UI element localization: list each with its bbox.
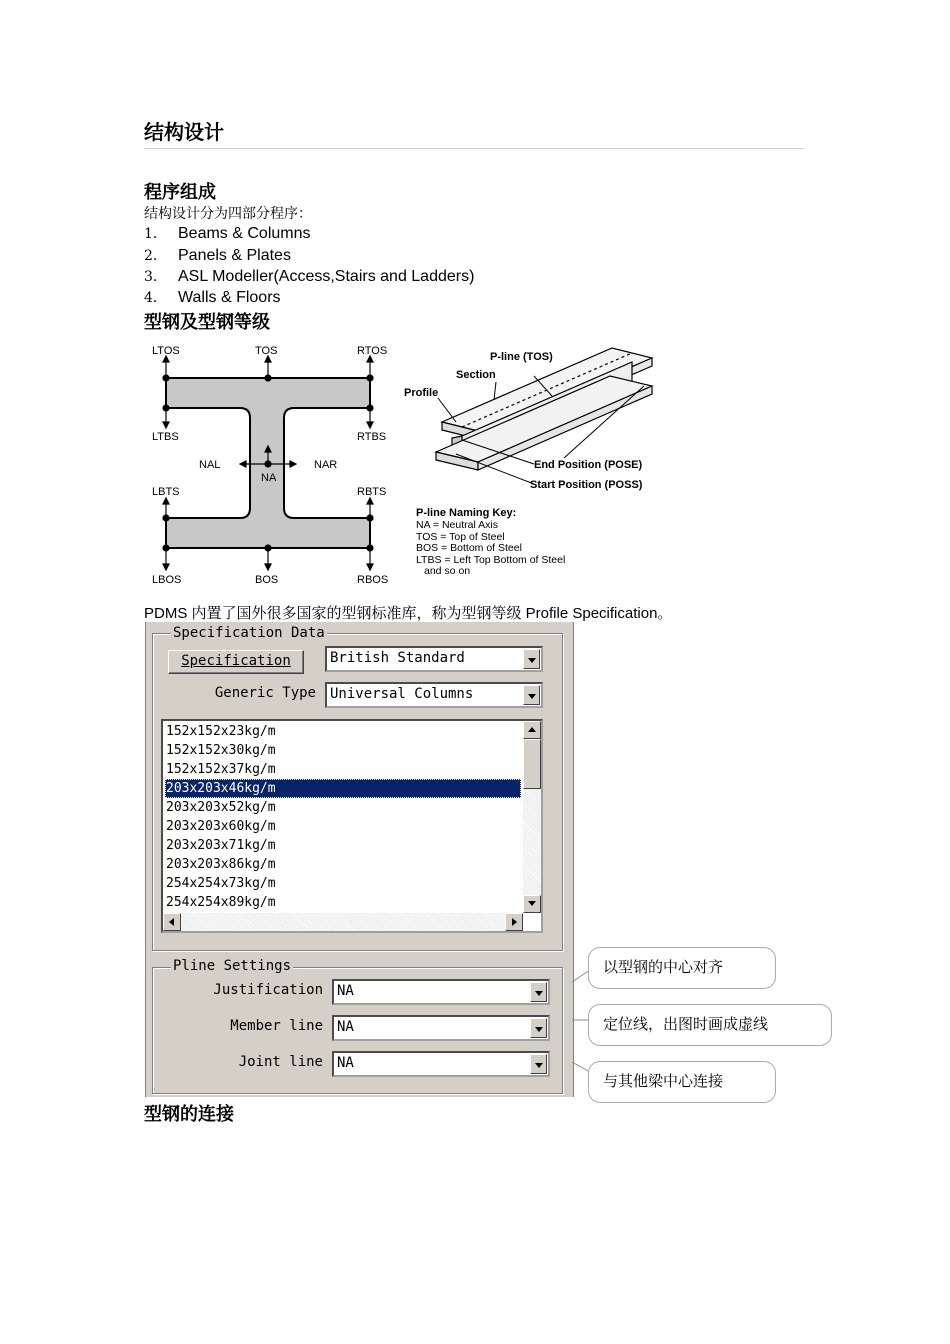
profile-list[interactable]: [161, 719, 543, 933]
chevron-down-icon[interactable]: [523, 649, 540, 669]
list-item[interactable]: 152x152x37kg/m: [166, 762, 276, 777]
justification-select[interactable]: [332, 979, 550, 1005]
list-item: [144, 223, 311, 243]
list-number: 2．: [144, 248, 167, 264]
list-label: Beams & Columns: [178, 225, 311, 242]
pline-diagram: [144, 340, 684, 595]
heading-program-composition: 程序组成: [144, 182, 216, 203]
key-title: P-line Naming Key:: [416, 507, 517, 519]
label-section: Section: [456, 369, 496, 381]
label-profile: Profile: [404, 387, 439, 399]
scroll-down-icon[interactable]: [523, 895, 541, 913]
list-item-selected[interactable]: 203x203x46kg/m: [165, 779, 521, 798]
title-divider: [144, 148, 804, 149]
list-item: [144, 245, 291, 265]
key-line: NA = Neutral Axis: [416, 519, 498, 531]
chevron-down-icon[interactable]: [523, 685, 540, 705]
heading-profile-connection: 型钢的连接: [144, 1104, 234, 1125]
member-line-value: NA: [337, 1019, 354, 1035]
key-line: BOS = Bottom of Steel: [416, 542, 522, 554]
chevron-down-icon[interactable]: [530, 1018, 547, 1038]
chevron-down-icon[interactable]: [530, 1054, 547, 1074]
horizontal-scrollbar[interactable]: [163, 913, 523, 931]
list-number: 4．: [144, 290, 167, 306]
scroll-right-icon[interactable]: [505, 913, 523, 931]
joint-line-select[interactable]: [332, 1051, 550, 1077]
specification-value: British Standard: [330, 650, 465, 666]
label-rtbs: RTBS: [357, 431, 387, 443]
joint-line-value: NA: [337, 1055, 354, 1071]
list-label: ASL Modeller(Access,Stairs and Ladders): [178, 268, 475, 285]
profile-paragraph: PDMS 内置了国外很多国家的型钢标准库，称为型钢等级 Profile Specification。: [144, 605, 673, 622]
label-bos: BOS: [255, 574, 279, 586]
list-number: 1．: [144, 226, 167, 242]
pline-settings-group-label: Pline Settings: [173, 958, 292, 974]
scroll-up-icon[interactable]: [523, 721, 541, 739]
key-line: and so on: [424, 565, 471, 577]
scroll-left-icon[interactable]: [163, 913, 181, 931]
key-line: TOS = Top of Steel: [416, 531, 505, 543]
profile-spec-dialog: [145, 622, 574, 1097]
list-item[interactable]: 152x152x30kg/m: [166, 743, 276, 758]
joint-line-label: Joint line: [238, 1054, 323, 1070]
key-line: LTBS = Left Top Bottom of Steel: [416, 554, 566, 566]
list-item[interactable]: 203x203x52kg/m: [166, 800, 276, 815]
label-pline: P-line (TOS): [490, 351, 553, 363]
list-item[interactable]: 203x203x86kg/m: [166, 857, 276, 872]
intro-text: 结构设计分为四部分程序：: [144, 206, 312, 222]
list-item[interactable]: 254x254x73kg/m: [166, 876, 276, 891]
member-line-select[interactable]: [332, 1015, 550, 1041]
spec-data-group-label: Specification Data: [173, 625, 325, 641]
document-title: 结构设计: [144, 120, 224, 144]
list-label: Panels & Plates: [178, 247, 291, 264]
list-number: 3．: [144, 269, 167, 285]
member-line-label: Member line: [230, 1018, 323, 1034]
callout-joint-line: 与其他梁中心连接: [588, 1061, 776, 1103]
generic-type-select[interactable]: [325, 682, 543, 708]
list-item[interactable]: 203x203x71kg/m: [166, 838, 276, 853]
label-lbos: LBOS: [152, 574, 182, 586]
justification-value: NA: [337, 983, 354, 999]
label-nal: NAL: [199, 459, 221, 471]
label-rtos: RTOS: [357, 345, 388, 357]
chevron-down-icon[interactable]: [530, 982, 547, 1002]
label-na: NA: [261, 472, 277, 484]
label-nar: NAR: [314, 459, 338, 471]
label-end-position: End Position (POSE): [534, 459, 643, 471]
heading-profile: 型钢及型钢等级: [144, 312, 270, 333]
label-tos: TOS: [255, 345, 278, 357]
list-item: [144, 266, 474, 286]
beam-3d-drawing: [436, 348, 652, 470]
label-start-position: Start Position (POSS): [530, 479, 643, 491]
callout-justification: 以型钢的中心对齐: [588, 947, 776, 989]
specification-select[interactable]: [325, 646, 543, 672]
generic-type-label: Generic Type: [214, 685, 316, 701]
scroll-thumb[interactable]: [523, 739, 541, 789]
vertical-scrollbar[interactable]: [523, 721, 541, 913]
specification-button[interactable]: Specification: [168, 650, 304, 674]
label-rbos: RBOS: [357, 574, 389, 586]
label-lbts: LBTS: [152, 486, 180, 498]
callout-member-line: 定位线，出图时画成虚线: [588, 1004, 832, 1046]
list-item[interactable]: 203x203x60kg/m: [166, 819, 276, 834]
justification-label: Justification: [213, 982, 323, 998]
list-item[interactable]: 254x254x89kg/m: [166, 895, 276, 910]
list-item: [144, 287, 281, 307]
label-rbts: RBTS: [357, 486, 387, 498]
label-ltbs: LTBS: [152, 431, 179, 443]
list-label: Walls & Floors: [178, 289, 281, 306]
list-item[interactable]: 152x152x23kg/m: [166, 724, 276, 739]
generic-type-value: Universal Columns: [330, 686, 474, 702]
label-ltos: LTOS: [152, 345, 180, 357]
